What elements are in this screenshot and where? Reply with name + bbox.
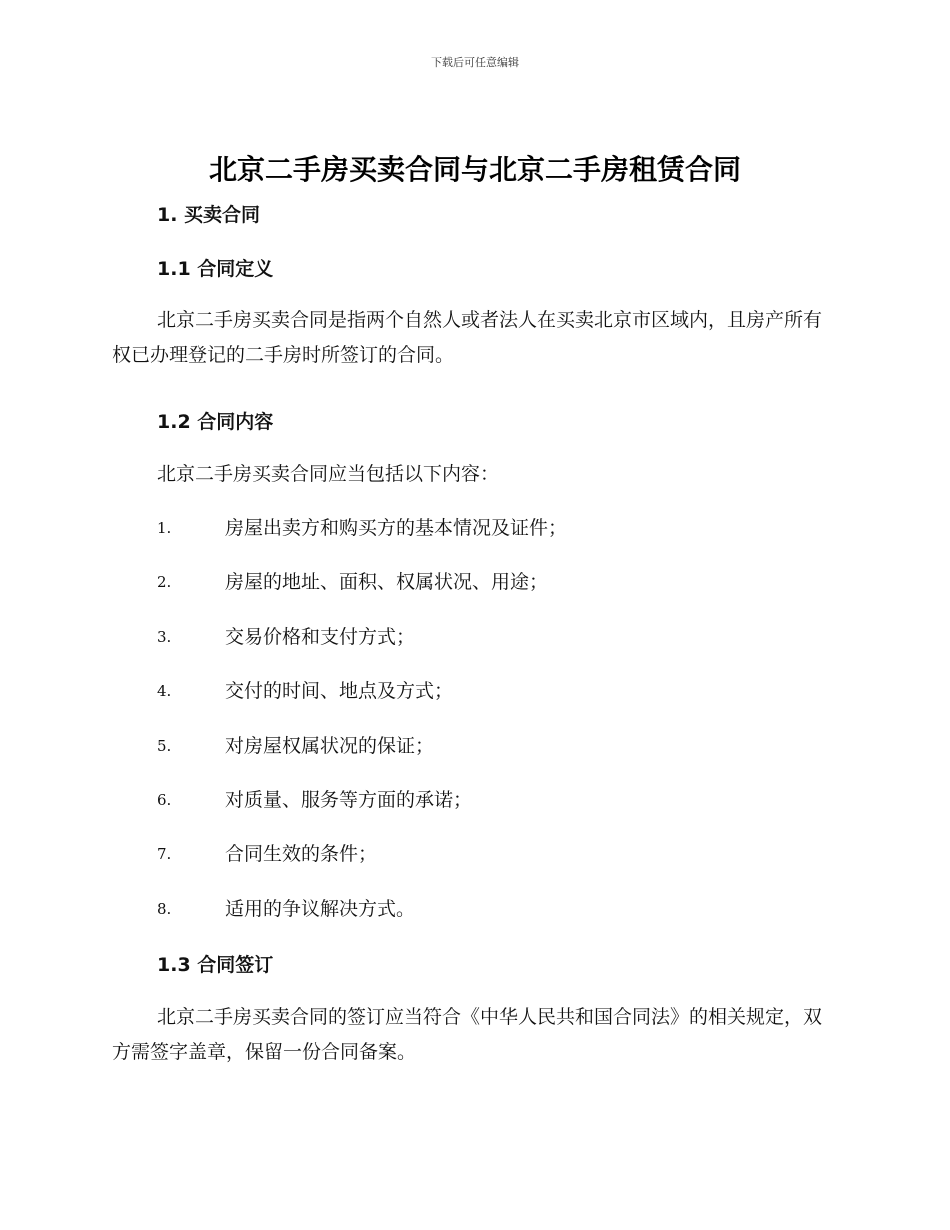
list-item-text: 房屋的地址、面积、权属状况、用途；	[225, 571, 549, 594]
list-item-text: 交付的时间、地点及方式；	[225, 680, 454, 703]
list-item-text: 对质量、服务等方面的承诺；	[225, 788, 473, 811]
section-heading-1-2: 1.2 合同内容	[157, 411, 274, 433]
list-item-number: 6.	[157, 790, 172, 809]
section-heading-1-1: 1.1 合同定义	[157, 258, 274, 280]
list-item-text: 房屋出卖方和购买方的基本情况及证件；	[225, 517, 568, 539]
list-item	[157, 783, 567, 837]
list-item	[157, 620, 567, 674]
list-item-text: 适用的争议解决方式。	[225, 897, 416, 920]
header-note: 下载后可任意编辑	[431, 56, 519, 69]
list-item-number: 1.	[157, 519, 172, 537]
list-item-number: 4.	[157, 682, 172, 701]
list-item	[157, 729, 567, 783]
content-list	[157, 511, 567, 946]
definition-paragraph: 北京二手房买卖合同是指两个自然人或者法人在买卖北京市区域内，且房产所有权已办理登记的二手房时所签订的合同。	[112, 309, 823, 366]
section-heading-1-3: 1.3 合同签订	[157, 954, 274, 976]
section-heading-1: 1. 买卖合同	[157, 204, 261, 226]
list-item	[157, 892, 567, 946]
list-item-number: 3.	[157, 627, 172, 646]
signing-paragraph: 北京二手房买卖合同的签订应当符合《中华人民共和国合同法》的相关规定，双方需签字盖章，保留一份合同备案。	[112, 1006, 823, 1063]
list-item-text: 对房屋权属状况的保证；	[225, 734, 435, 757]
document-title: 北京二手房买卖合同与北京二手房租赁合同	[208, 153, 741, 186]
list-item-number: 8.	[157, 899, 172, 918]
list-item	[157, 511, 567, 565]
content-intro-paragraph: 北京二手房买卖合同应当包括以下内容：	[157, 463, 500, 485]
list-item-number: 2.	[157, 573, 172, 592]
list-item	[157, 674, 567, 728]
list-item-number: 7.	[157, 845, 172, 864]
list-item-number: 5.	[157, 736, 172, 755]
list-item-text: 交易价格和支付方式；	[225, 625, 416, 648]
list-item-text: 合同生效的条件；	[225, 843, 378, 866]
list-item	[157, 837, 567, 891]
list-item	[157, 565, 567, 619]
